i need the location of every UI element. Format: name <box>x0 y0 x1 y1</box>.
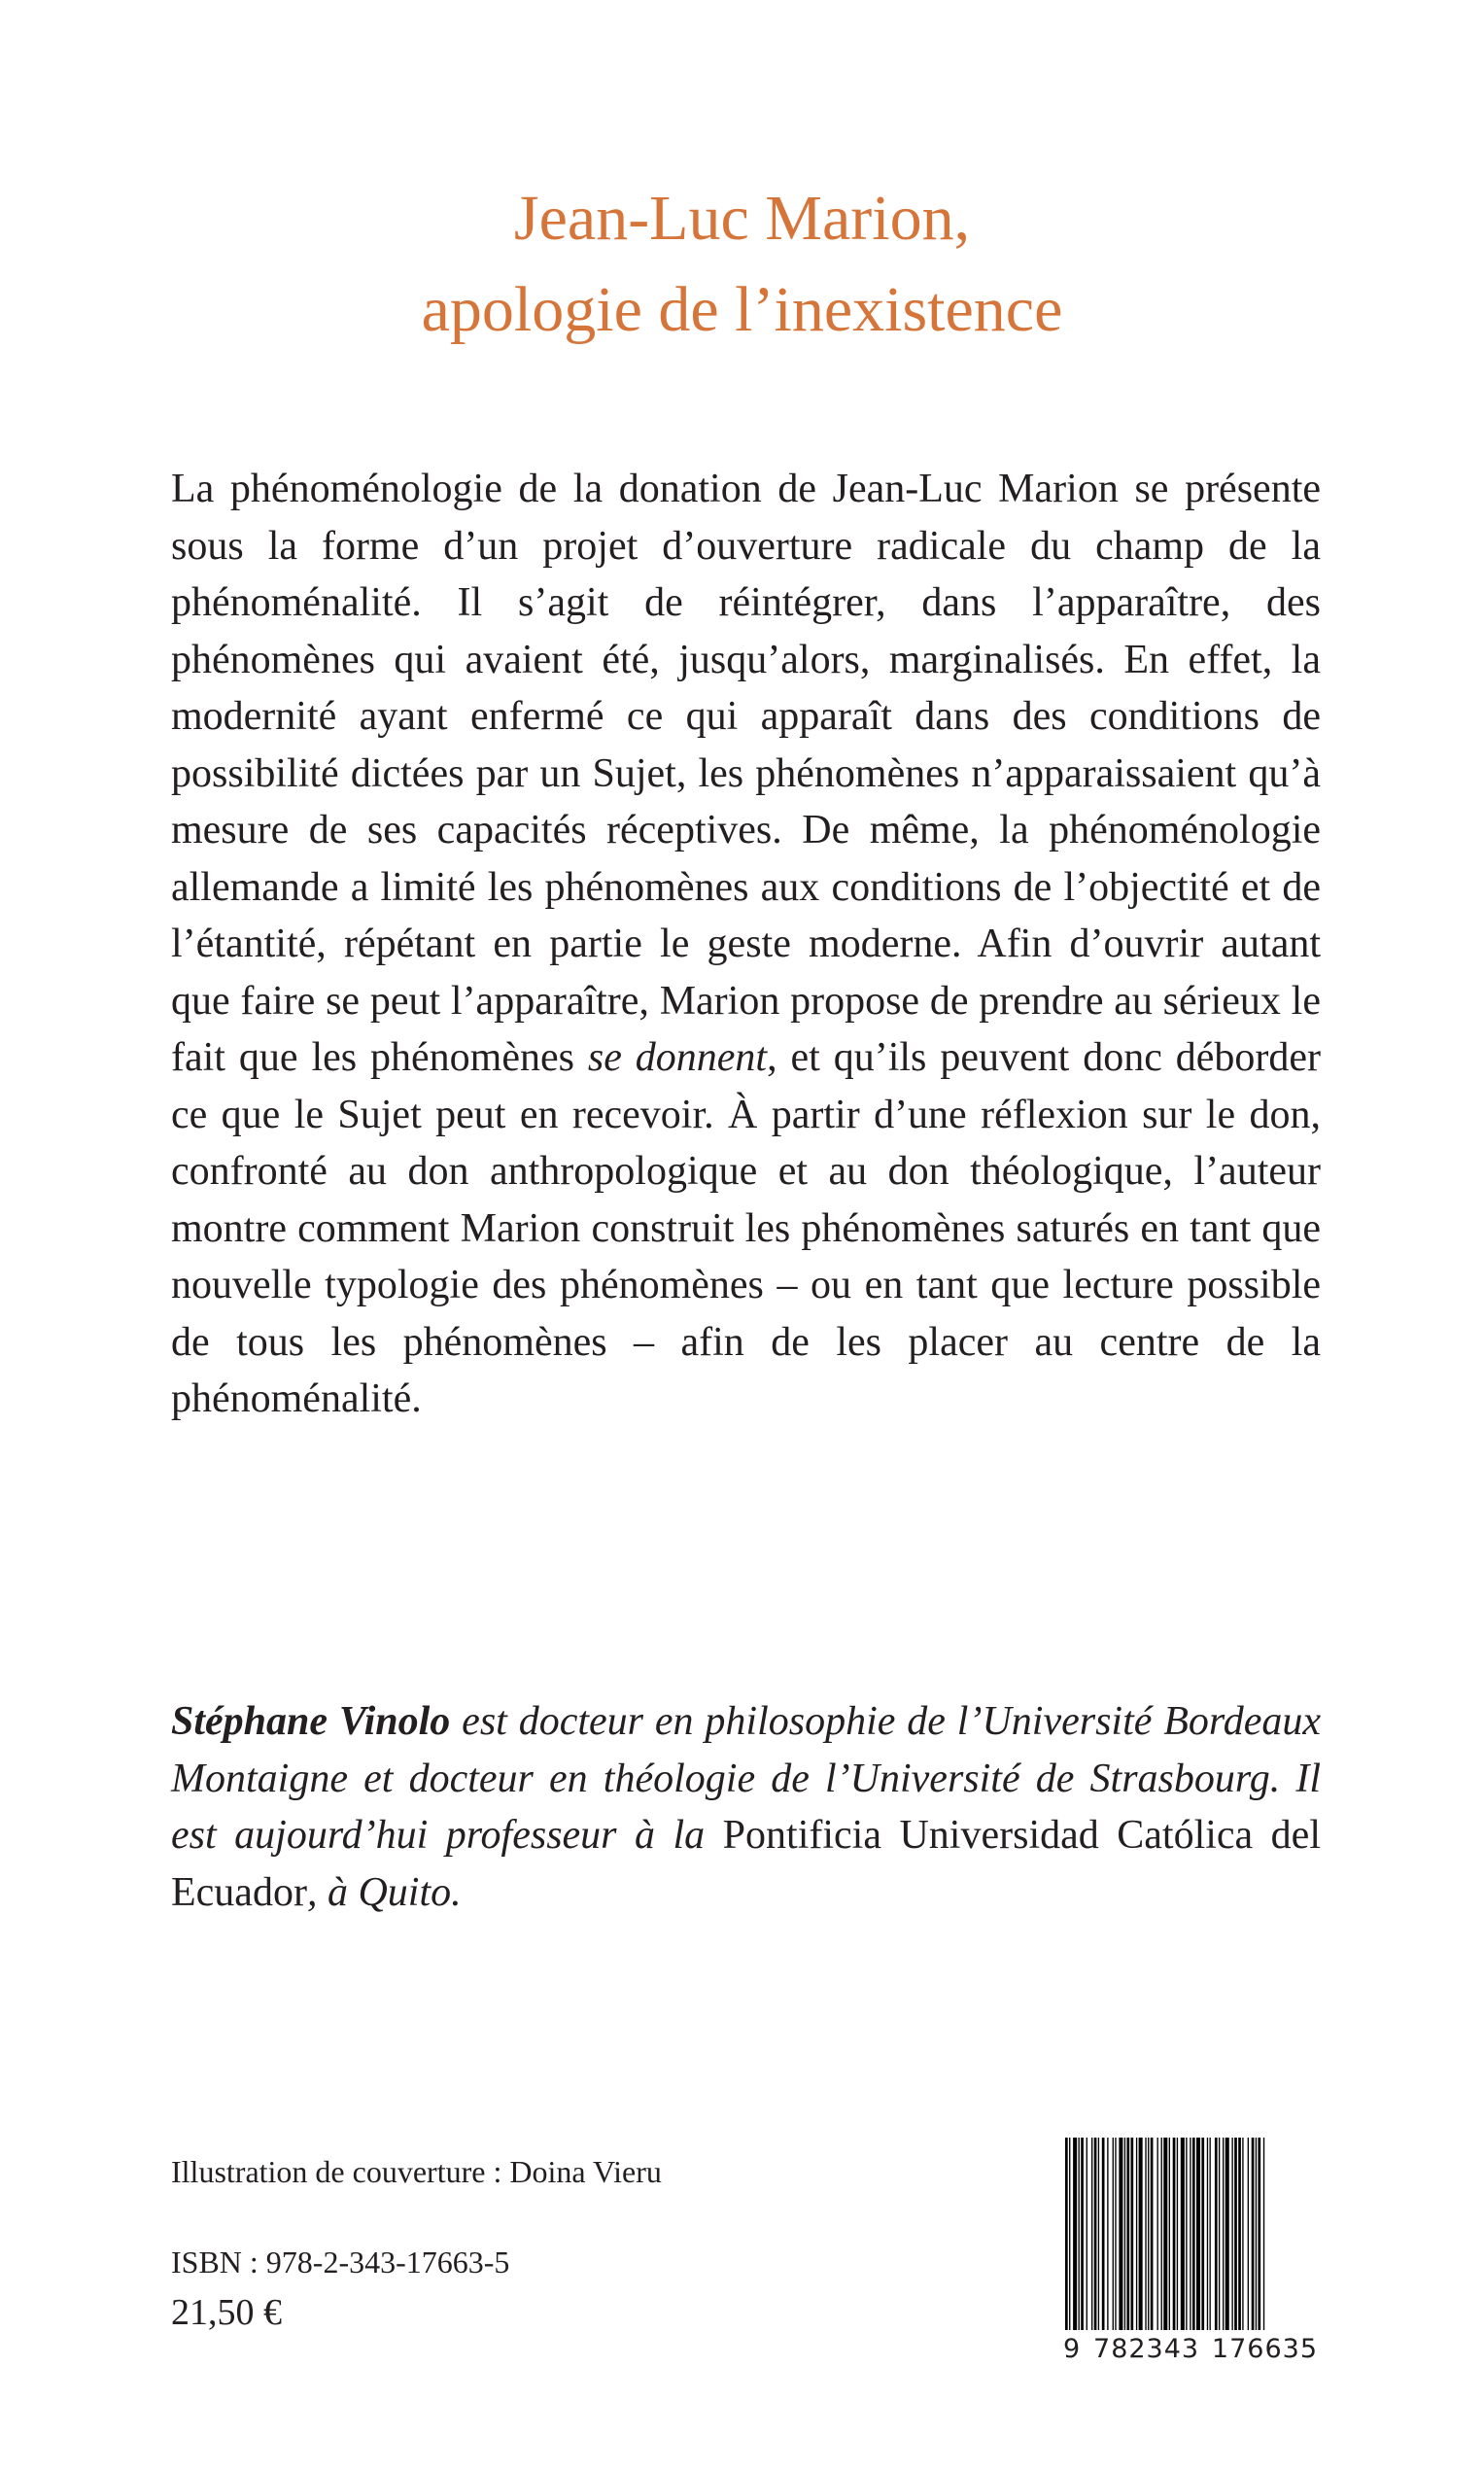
barcode-bar <box>1115 2138 1116 2330</box>
barcode-bar <box>1186 2138 1187 2330</box>
author-institution: Pontificia Universidad Católica del Ecuador <box>171 1813 1321 1915</box>
barcode-bar <box>1151 2138 1154 2330</box>
barcode-bar <box>1079 2138 1080 2330</box>
barcode-bar <box>1223 2138 1224 2330</box>
barcode-bar <box>1091 2138 1092 2330</box>
title-line-1: Jean-Luc Marion, <box>513 183 971 254</box>
barcode-bar <box>1163 2138 1167 2330</box>
barcode-bar <box>1081 2138 1084 2330</box>
summary-italic: se donnent <box>587 1035 768 1080</box>
barcode-bar <box>1238 2138 1241 2330</box>
barcode-bar <box>1148 2138 1149 2330</box>
barcode-bar <box>1252 2138 1255 2330</box>
author-bio <box>171 1693 1321 1921</box>
summary-after-italic: , et qu’ils peuvent donc déborder ce que le Sujet peut en recevoir. À partir d’une réflexion sur le don, confronté au don anthropologique et au don théologique, l’auteur montre comment Marion construit les phénomènes saturés en tant que nouvelle typologie des phénomènes – ou en tant que lecture possible de tous les phénomènes – afin de les placer au centre de la phénoménalité. <box>171 1035 1322 1421</box>
barcode-bar <box>1161 2138 1162 2330</box>
author-name: Stéphane Vinolo <box>171 1699 451 1744</box>
summary-text <box>171 461 1321 1428</box>
barcode-bar <box>1173 2138 1176 2330</box>
author-bio-part-2: , à Quito. <box>306 1869 462 1915</box>
barcode-bar <box>1145 2138 1146 2330</box>
barcode-digits: 9 782343 176635 <box>1063 2334 1318 2364</box>
barcode-bar <box>1094 2138 1097 2330</box>
barcode-bar <box>1124 2138 1125 2330</box>
barcode-bar <box>1234 2138 1237 2330</box>
barcode-bar <box>1098 2138 1099 2330</box>
barcode-bar <box>1258 2138 1260 2330</box>
barcode-bar <box>1107 2138 1108 2330</box>
barcode-bar <box>1126 2138 1129 2330</box>
barcode-bar <box>1136 2138 1137 2330</box>
barcode-bar <box>1073 2138 1077 2330</box>
barcode-bar <box>1242 2138 1243 2330</box>
barcode-bar <box>1119 2138 1122 2330</box>
barcode-bar <box>1069 2138 1070 2330</box>
barcode-bars <box>1065 2138 1264 2330</box>
barcode-bar <box>1215 2138 1218 2330</box>
barcode-bar <box>1177 2138 1178 2330</box>
barcode-bar <box>1113 2138 1114 2330</box>
barcode-bar <box>1263 2138 1264 2330</box>
barcode-bar <box>1157 2138 1158 2330</box>
barcode-bar <box>1231 2138 1232 2330</box>
barcode-bar <box>1256 2138 1257 2330</box>
book-title <box>0 173 1484 356</box>
title-line-2: apologie de l’inexistence <box>421 274 1063 345</box>
isbn: ISBN : 978-2-343-17663-5 <box>171 2245 510 2280</box>
author-bio-part-1: est docteur en philosophie de l’Université Bordeaux Montaigne et docteur en théologie de l’Université de Strasbourg. Il est aujourd’hui professeur à la <box>171 1699 1321 1858</box>
barcode-bar <box>1225 2138 1229 2330</box>
barcode-bar <box>1207 2138 1208 2330</box>
barcode-bar <box>1181 2138 1185 2330</box>
barcode-bar <box>1131 2138 1134 2330</box>
barcode <box>1063 2138 1318 2330</box>
barcode-bar <box>1219 2138 1220 2330</box>
price: 21,50 € <box>171 2292 282 2333</box>
barcode-bar <box>1196 2138 1200 2330</box>
barcode-bar <box>1248 2138 1249 2330</box>
barcode-bar <box>1065 2138 1068 2330</box>
barcode-bar <box>1102 2138 1105 2330</box>
barcode-bar <box>1201 2138 1204 2330</box>
illustration-credit: Illustration de couverture : Doina Vieru <box>171 2154 662 2189</box>
barcode-bar <box>1169 2138 1170 2330</box>
barcode-bar <box>1192 2138 1195 2330</box>
barcode-bar <box>1190 2138 1191 2330</box>
barcode-bar <box>1139 2138 1143 2330</box>
summary-before-italic: La phénoménologie de la donation de Jean-Luc Marion se présente sous la forme d’un projet d’ouverture radicale du champ de la phénoménalité. Il s’agit de réintégrer, dans l’apparaître, des phénomènes qui avaient été, jusqu’alors, marginalisés. En effet, la modernité ayant enfermé ce qui apparaît dans des conditions de possibilité dictées par un Sujet, les phénomènes n’apparaissaient qu’à mesure de ses capacités réceptives. De même, la phénoménologie allemande a limité les phénomènes aux conditions de l’objectité et de l’étantité, répétant en partie le geste moderne. Afin d’ouvrir autant que faire se peut l’apparaître, Marion propose de prendre au sérieux le fait que les phénomènes <box>171 467 1321 1080</box>
barcode-bar <box>1210 2138 1211 2330</box>
